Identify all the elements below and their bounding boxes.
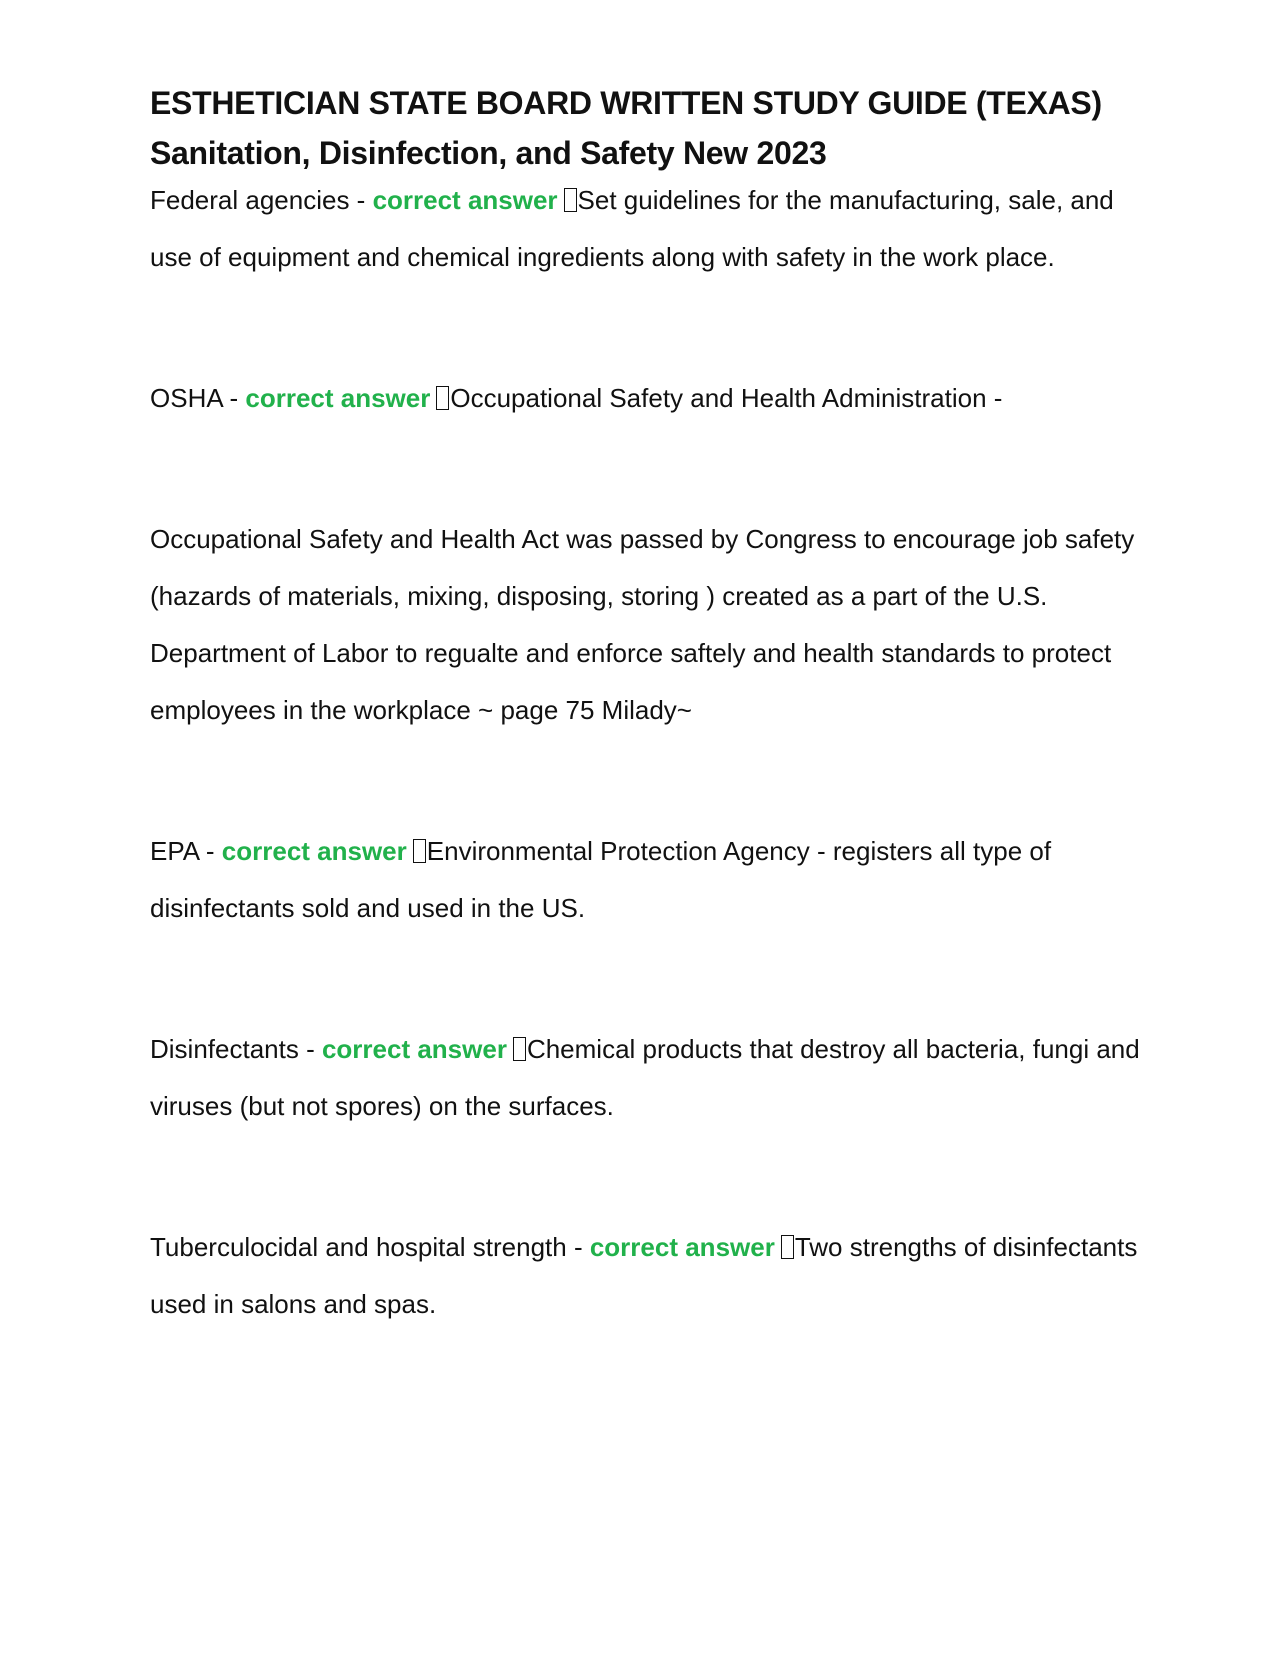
document-title: ESTHETICIAN STATE BOARD WRITTEN STUDY GUIDE (TEXAS) Sanitation, Disinfection, and Safety New 2023 <box>150 85 1102 171</box>
answer-label: correct answer <box>321 1034 507 1064</box>
entry-epa <box>150 823 1140 937</box>
missing-glyph-icon <box>513 1037 526 1061</box>
entry-term: Federal agencies - <box>150 185 373 215</box>
entry-continuation: Occupational Safety and Health Act was passed by Congress to encourage job safety (hazards of materials, mixing, disposing, storing ) created as a part of the U.S. Department of Labor to regualte and enforce saftely and health standards to protect employees in the workplace ~ page 75 Milady~ <box>150 524 1135 725</box>
spacer <box>150 286 1140 370</box>
answer-label: correct answer <box>245 383 431 413</box>
entry-disinfectants <box>150 1021 1140 1135</box>
spacer <box>150 427 1140 511</box>
missing-glyph-icon <box>781 1235 794 1259</box>
entry-osha-continuation <box>150 511 1140 739</box>
entry-term: Disinfectants - <box>150 1034 322 1064</box>
answer-label: correct answer <box>589 1232 775 1262</box>
entry-definition: Set guidelines for the manufacturing, sale, and use of equipment and chemical ingredients along with safety in the work place. <box>150 185 1114 272</box>
spacer <box>150 937 1140 1021</box>
entry-definition: Two strengths of disinfectants used in salons and spas. <box>150 1232 1138 1319</box>
entry-osha <box>150 370 1140 427</box>
document-page <box>150 78 1140 1333</box>
missing-glyph-icon <box>436 386 449 410</box>
entry-definition: Occupational Safety and Health Administration - <box>450 383 1003 413</box>
missing-glyph-icon <box>564 188 577 212</box>
spacer <box>150 739 1140 823</box>
entry-term: Tuberculocidal and hospital strength - <box>150 1232 590 1262</box>
entry-tuberculocidal <box>150 1219 1140 1333</box>
answer-label: correct answer <box>221 836 407 866</box>
entry-definition: Chemical products that destroy all bacteria, fungi and viruses (but not spores) on the surfaces. <box>150 1034 1140 1121</box>
entry-term: OSHA - <box>150 383 246 413</box>
missing-glyph-icon <box>413 839 426 863</box>
spacer <box>150 1135 1140 1219</box>
entry-definition: Environmental Protection Agency - registers all type of disinfectants sold and used in the US. <box>150 836 1052 923</box>
answer-label: correct answer <box>372 185 558 215</box>
entry-federal-agencies <box>150 172 1140 286</box>
entry-term: EPA - <box>150 836 222 866</box>
